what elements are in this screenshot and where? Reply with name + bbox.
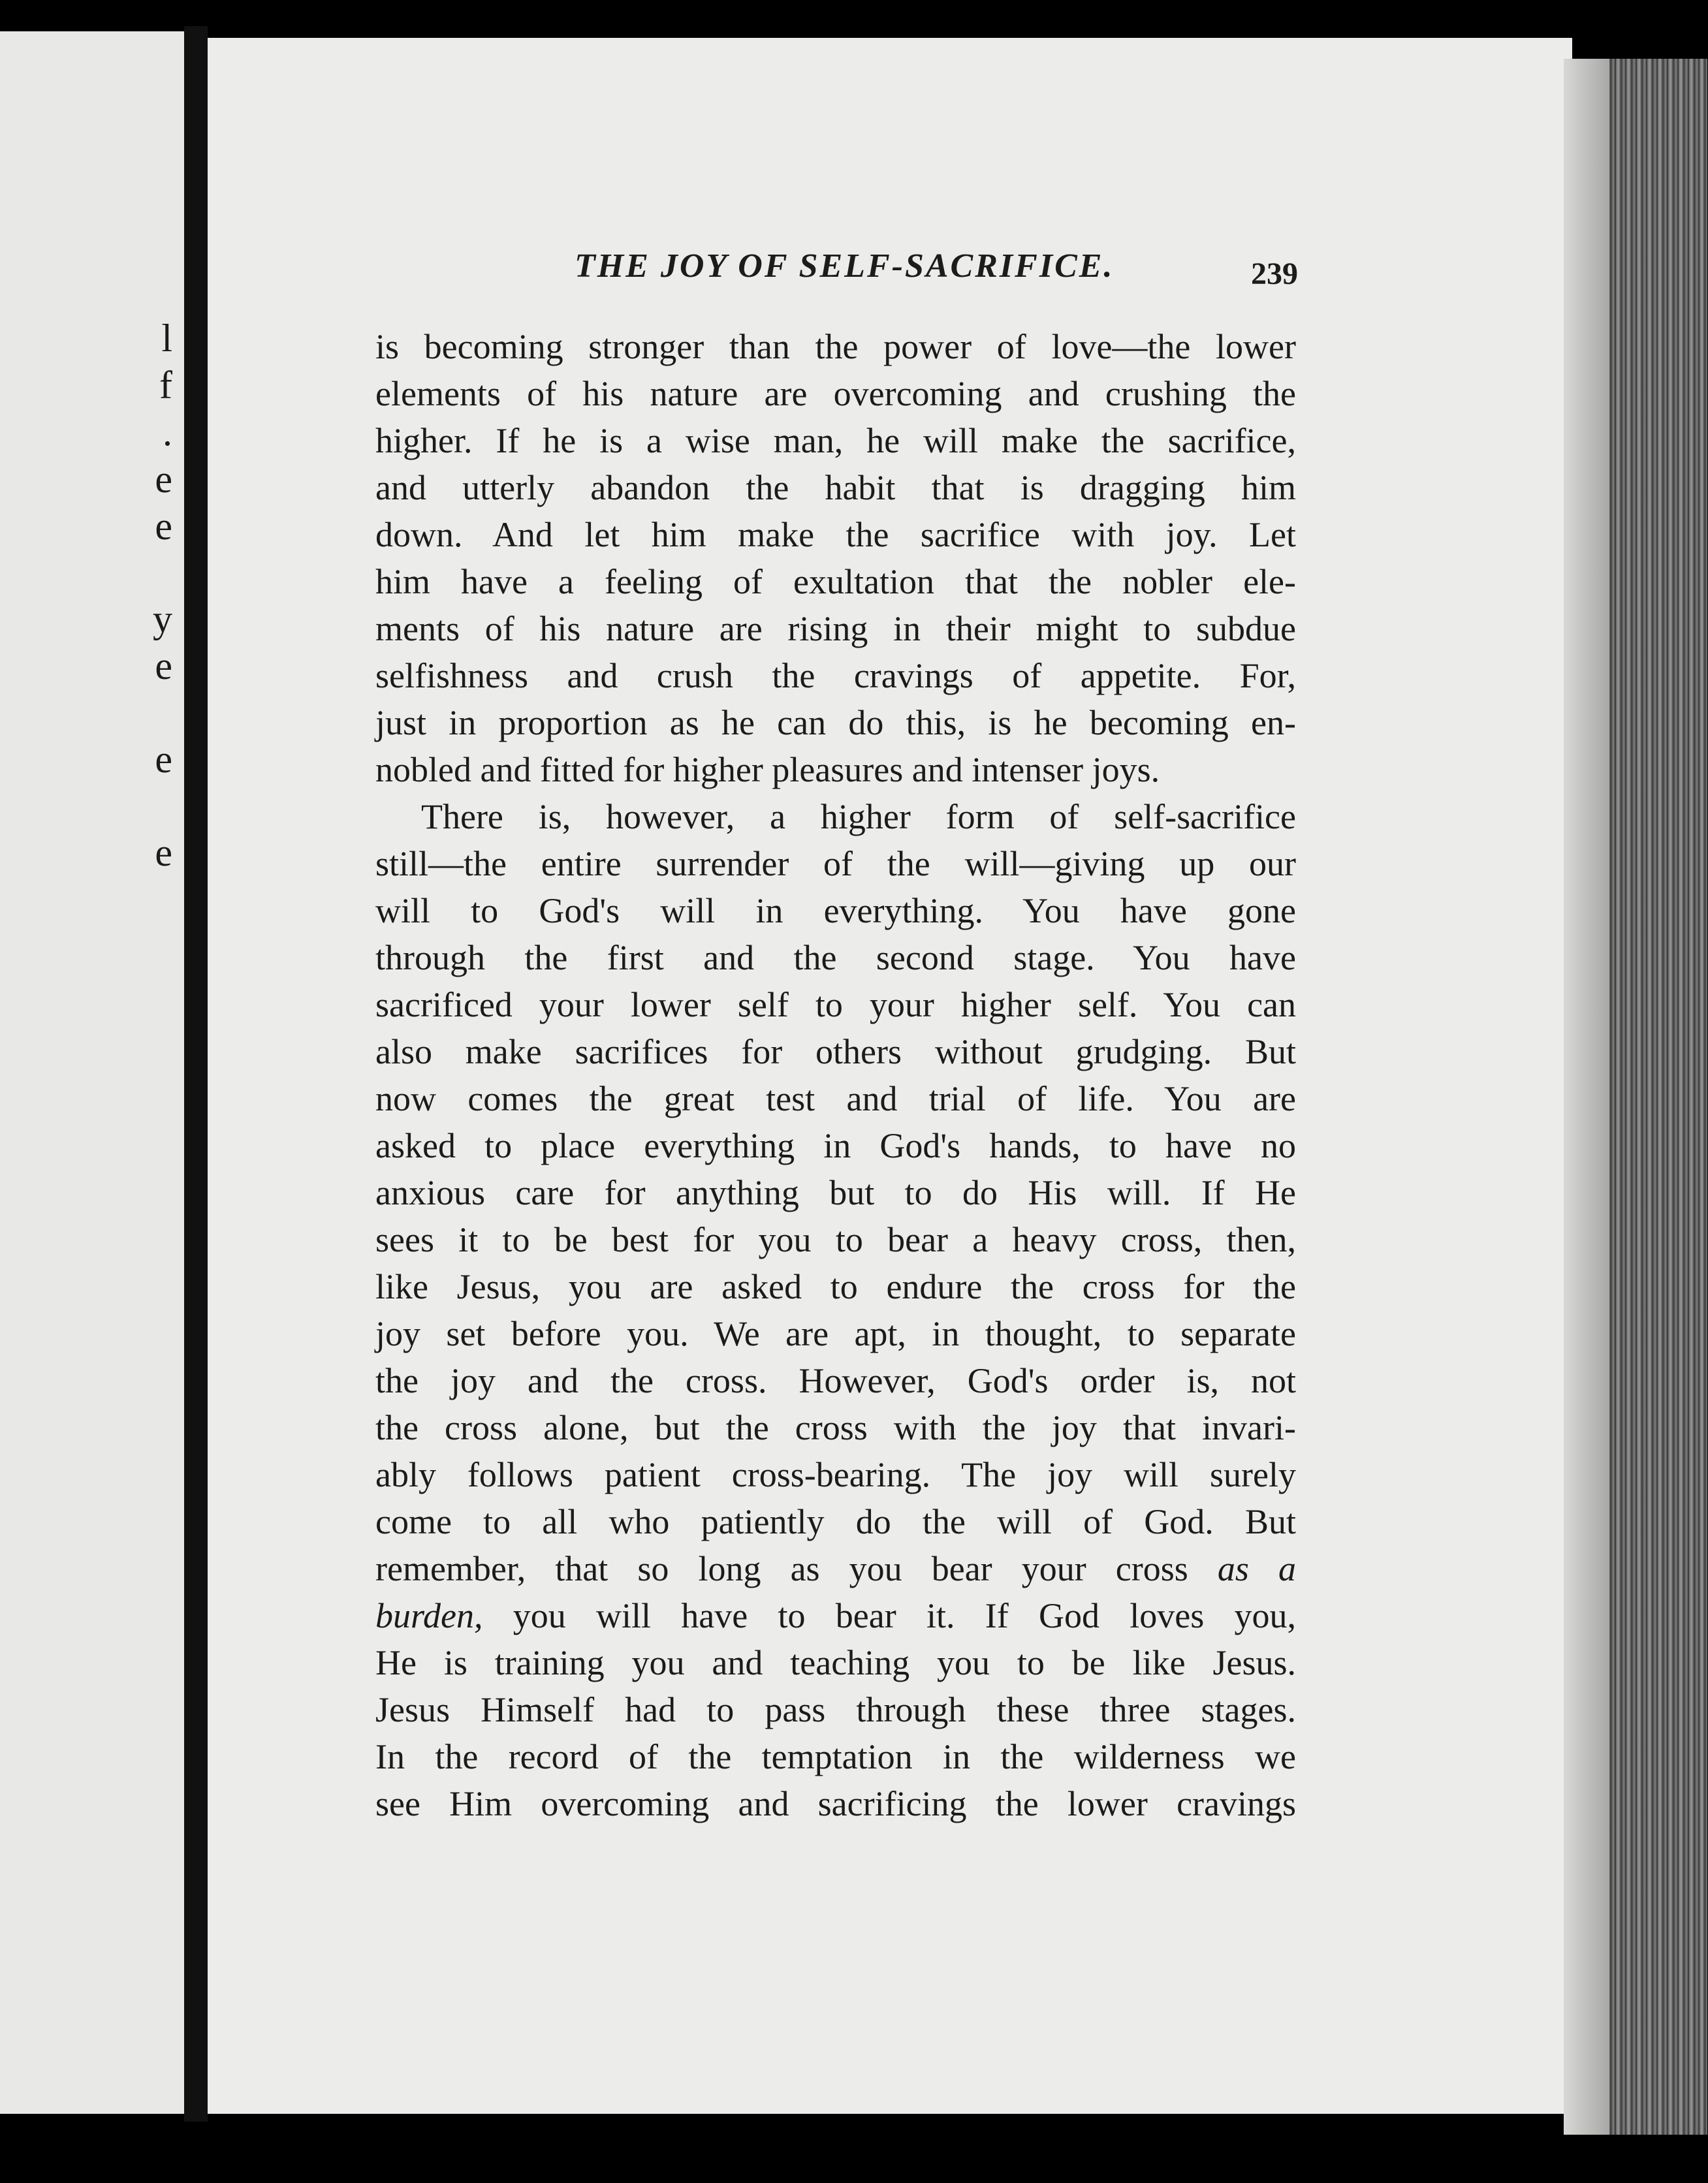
left-page-fragment: e: [155, 644, 172, 687]
text-line: him have a feeling of exultation that the nobler ele-: [375, 562, 1296, 601]
left-page-fragment: e: [155, 831, 172, 874]
text-line: anxious care for anything but to do His will. If He: [375, 1173, 1296, 1212]
left-page-edge: [0, 31, 184, 2114]
text-line: the joy and the cross. However, God's order is, not: [375, 1361, 1296, 1400]
italic-segment: burden,: [375, 1596, 483, 1635]
page-edges: [1564, 59, 1707, 2135]
text-segment: remember, that so long as you bear your cross: [375, 1549, 1188, 1588]
text-line: see Him overcoming and sacrificing the lower cravings: [375, 1784, 1296, 1823]
text-line: come to all who patiently do the will of God. But: [375, 1502, 1296, 1541]
text-line: through the first and the second stage. You have: [375, 938, 1296, 977]
text-line: nobled and fitted for higher pleasures and intenser joys.: [375, 750, 1160, 789]
text-line: Jesus Himself had to pass through these three stages.: [375, 1690, 1296, 1729]
text-line: like Jesus, you are asked to endure the cross for the: [375, 1267, 1296, 1306]
text-line: down. And let him make the sacrifice with joy. Let: [375, 515, 1296, 554]
text-line: will to God's will in everything. You have gone: [375, 891, 1296, 930]
running-title: THE JOY OF SELF-SACRIFICE.: [575, 247, 1115, 285]
text-segment: you will have to bear it. If God loves you,: [513, 1596, 1296, 1635]
text-line: now comes the great test and trial of life. You are: [375, 1079, 1296, 1118]
text-line: also make sacrifices for others without grudging. But: [375, 1032, 1296, 1071]
left-page-fragment: e: [155, 738, 172, 781]
left-page-fragment: e: [155, 458, 172, 501]
text-line: In the record of the temptation in the wilderness we: [375, 1737, 1296, 1776]
left-page-fragment: y: [153, 597, 172, 640]
text-line: ably follows patient cross-bearing. The joy will surely: [375, 1455, 1296, 1494]
text-line: selfishness and crush the cravings of appetite. For,: [375, 656, 1296, 695]
page-number: 239: [1251, 257, 1298, 291]
text-line: joy set before you. We are apt, in thought, to separate: [375, 1314, 1296, 1353]
italic-segment: as a: [1217, 1549, 1296, 1588]
left-page-fragment: f: [159, 364, 172, 407]
text-line: sees it to be best for you to bear a heavy cross, then,: [375, 1220, 1296, 1259]
left-page-fragment: e: [155, 505, 172, 548]
text-line: is becoming stronger than the power of love—the lower: [375, 327, 1296, 366]
text-line: [375, 1545, 1296, 1592]
text-line-paragraph-start: There is, however, a higher form of self-sacrifice: [421, 797, 1296, 836]
body-text: [375, 323, 1296, 1827]
book-gutter: [184, 26, 208, 2122]
left-page-fragment: l: [161, 317, 172, 360]
text-line: higher. If he is a wise man, he will make the sacrifice,: [375, 421, 1296, 460]
text-line: sacrificed your lower self to your higher self. You can: [375, 985, 1296, 1024]
text-line: just in proportion as he can do this, is he becoming en-: [375, 703, 1296, 742]
text-line: the cross alone, but the cross with the joy that invari-: [375, 1408, 1296, 1447]
left-page-fragment: .: [163, 411, 172, 454]
text-line: asked to place everything in God's hands, to have no: [375, 1126, 1296, 1165]
text-line: He is training you and teaching you to be like Jesus.: [375, 1643, 1296, 1682]
text-line: elements of his nature are overcoming and crushing the: [375, 374, 1296, 413]
text-line: ments of his nature are rising in their might to subdue: [375, 609, 1296, 648]
text-line: [375, 1592, 1296, 1639]
page-edge-highlight: [1564, 59, 1609, 2135]
text-line: and utterly abandon the habit that is dragging him: [375, 468, 1296, 507]
text-line: still—the entire surrender of the will—giving up our: [375, 844, 1296, 883]
